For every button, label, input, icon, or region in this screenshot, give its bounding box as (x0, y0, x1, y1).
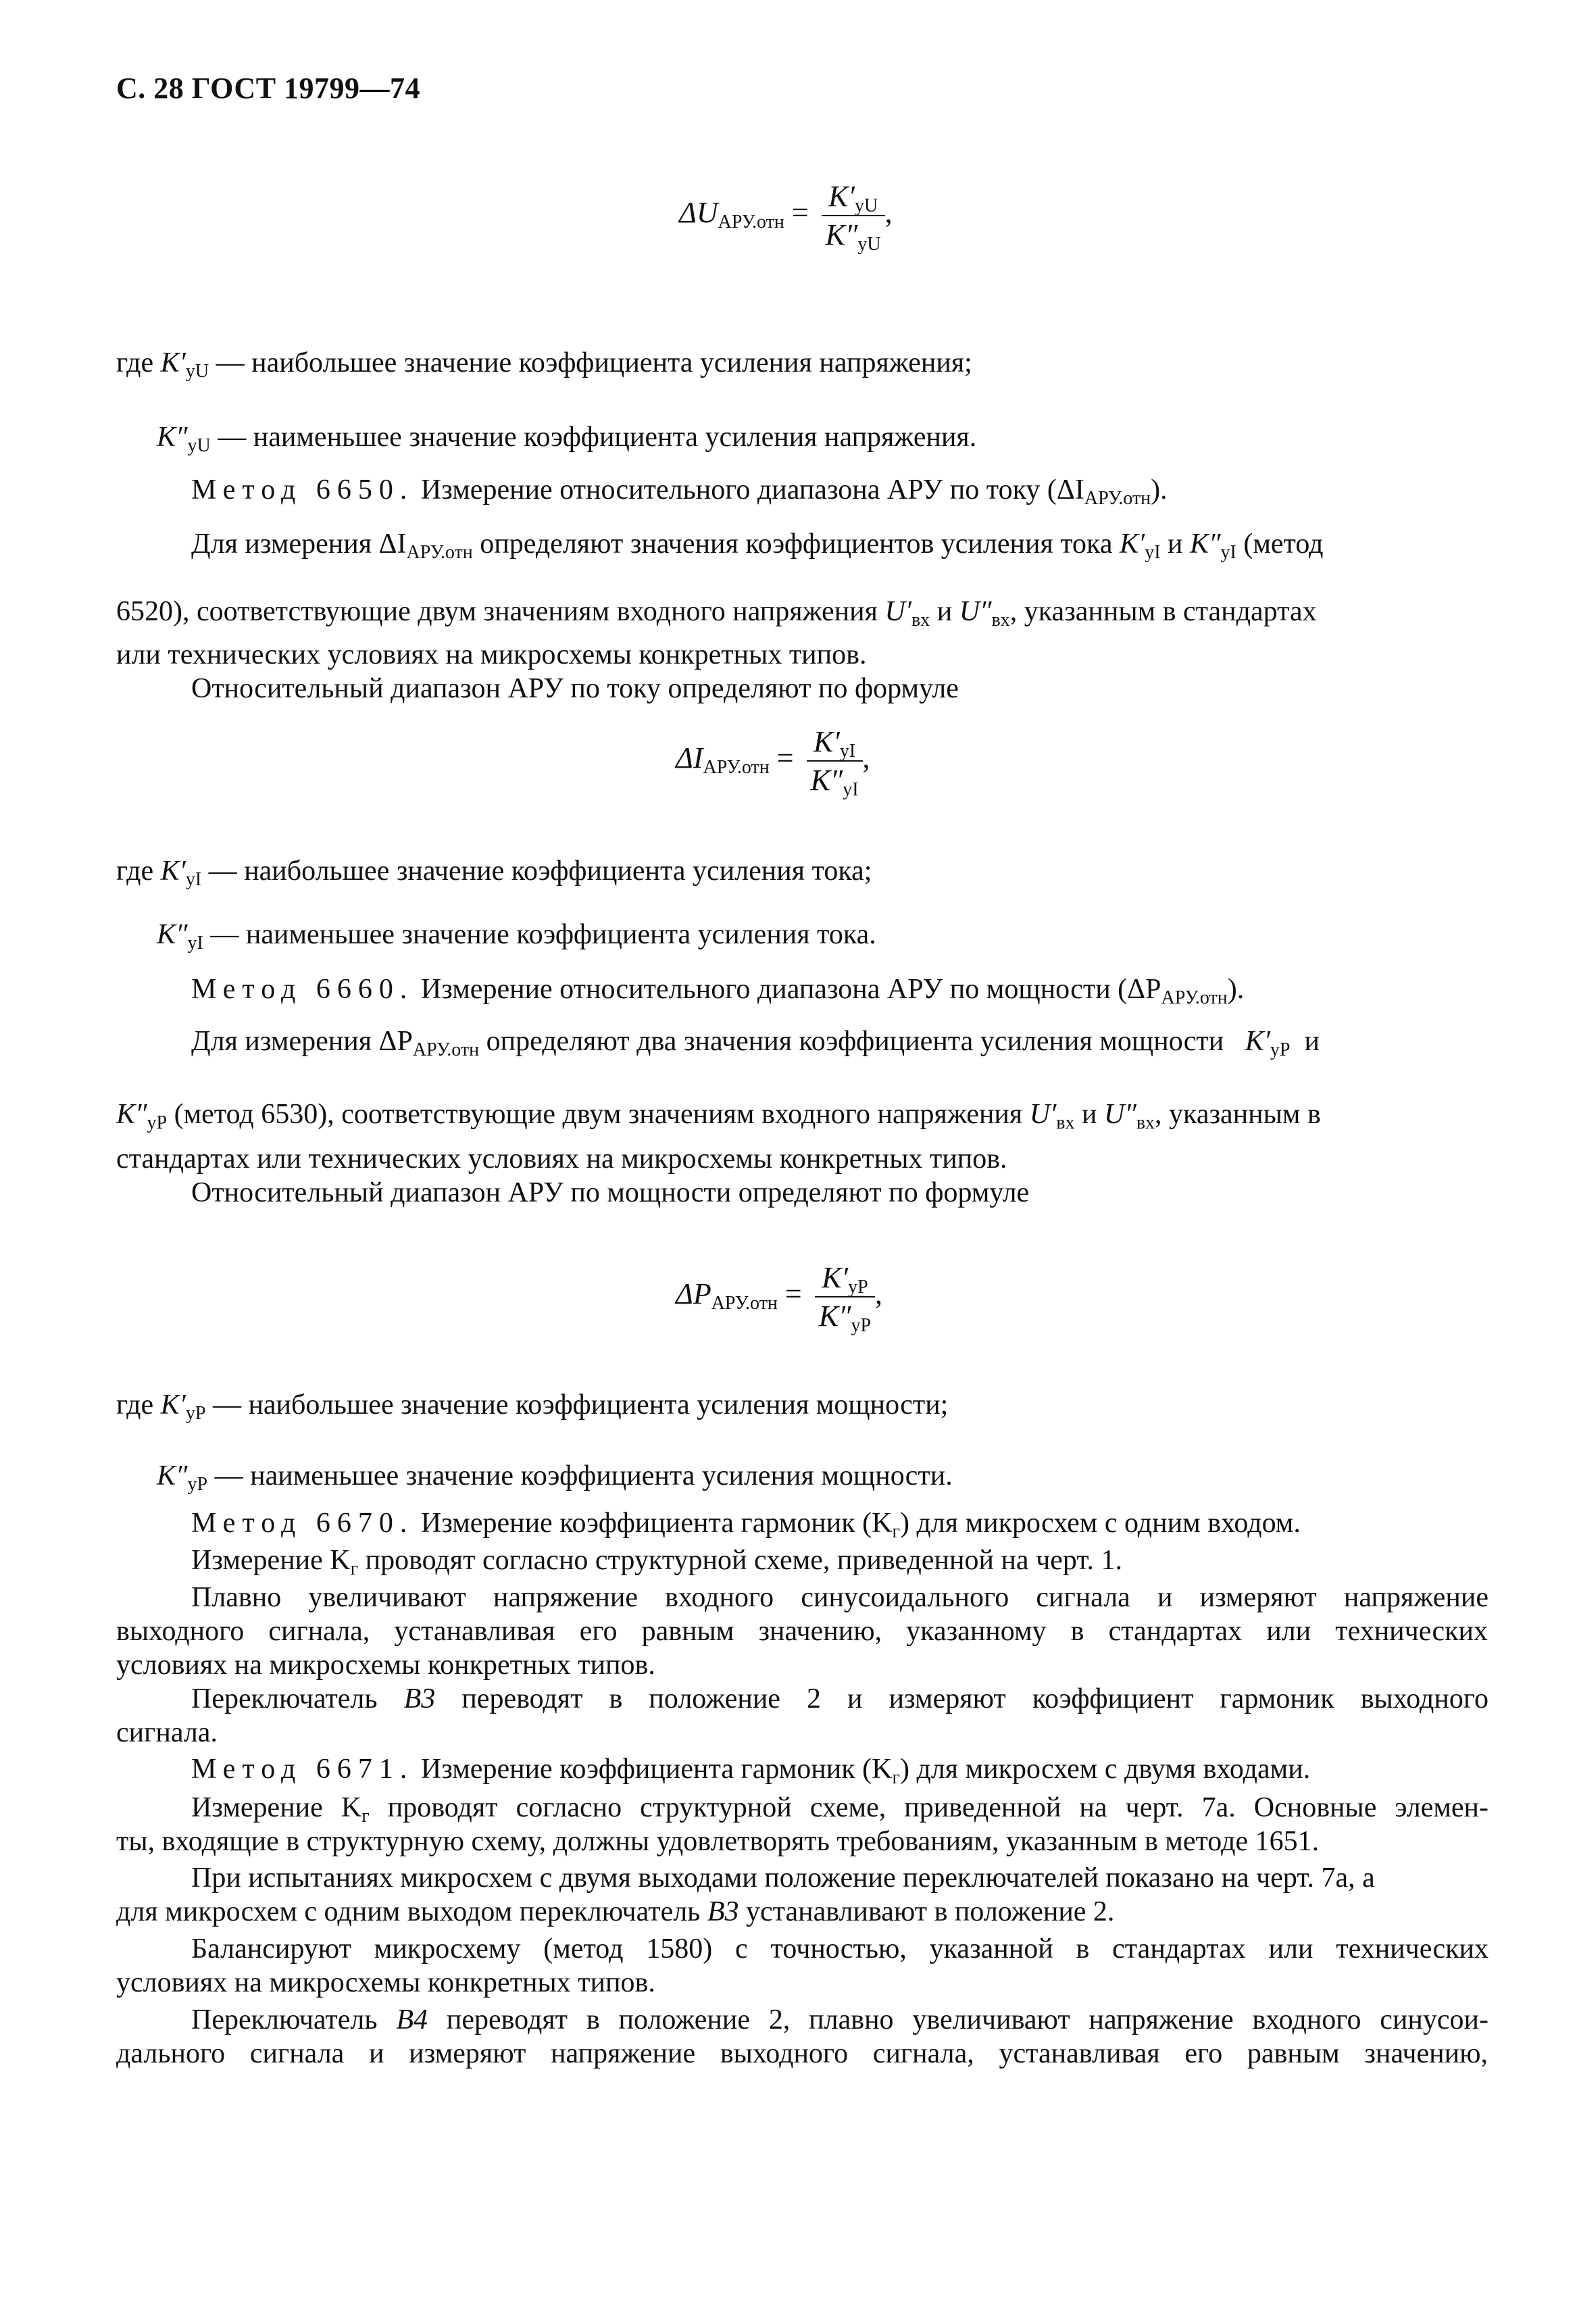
text: и (1082, 1099, 1097, 1130)
formula-tail: , (862, 741, 870, 775)
def-symbol-sub: yI (187, 933, 203, 954)
def-symbol: K′ (160, 856, 186, 887)
symbol: K″ (1190, 528, 1221, 560)
method-6660-heading (191, 971, 1488, 1008)
text: определяют значения коэффициентов усиления тока (480, 528, 1113, 560)
paragraph-line (116, 1894, 1488, 1930)
method-text-end: ) для микросхем с двумя входами. (899, 1754, 1311, 1785)
definition (157, 419, 1528, 455)
text: Переключатель (191, 2004, 378, 2035)
def-symbol-sub: yU (187, 435, 211, 456)
symbol: U′ (1029, 1099, 1057, 1130)
definition (116, 1387, 1488, 1423)
symbol-sub: вх (1136, 1112, 1155, 1133)
paragraph-line: выходного сигнала, устанавливая его равным значению, указанному в стандартах или технических (116, 1616, 1488, 1647)
def-text: — наименьшее значение коэффициента усиления напряжения. (218, 422, 977, 453)
switch-label: B3 (403, 1683, 436, 1714)
method-6670-heading (191, 1505, 1488, 1541)
method-number: Метод 6671. (191, 1754, 414, 1785)
paragraph-line (191, 1023, 1488, 1060)
paragraph-line: Балансируют микросхему (метод 1580) с точностью, указанной в стандартах или технических (191, 1933, 1488, 1964)
denominator: K″ (810, 764, 843, 797)
symbol-sub: yI (1220, 542, 1236, 563)
method-sub: АРУ.отн (1084, 488, 1151, 509)
formula-lhs-sub: АРУ.отн (703, 757, 770, 778)
paragraph-line: или технических условиях на микросхемы конкретных типов. (116, 639, 867, 670)
method-sub: АРУ.отн (1161, 987, 1228, 1008)
paragraph-line (116, 593, 1488, 630)
equals-sign: = (791, 196, 809, 230)
text: определяют два значения коэффициента усиления мощности (486, 1026, 1224, 1057)
method-sub: г (892, 1767, 900, 1788)
text: , указанным в стандартах (1009, 596, 1317, 627)
symbol: U″ (1103, 1099, 1136, 1130)
denominator: K″ (818, 1300, 851, 1333)
text: Для измерения ΔI (191, 528, 407, 560)
formula-lhs: ΔU (679, 196, 718, 230)
formula-delta-u (679, 179, 893, 255)
paragraph-line (191, 1789, 1488, 1826)
text-sub: г (361, 1806, 370, 1827)
formula-lhs: ΔI (676, 741, 703, 775)
def-symbol-sub: yP (187, 1474, 208, 1495)
def-text: — наименьшее значение коэффициента усиления мощности. (214, 1460, 953, 1491)
paragraph-line (116, 1096, 1488, 1133)
text-sub: г (350, 1558, 359, 1579)
symbol-sub: yP (147, 1112, 168, 1133)
def-symbol-sub: yI (185, 869, 202, 890)
numerator: K′ (813, 725, 840, 758)
definition (157, 1458, 1528, 1494)
symbol-sub: вх (991, 610, 1010, 631)
method-text: Измерение относительного диапазона АРУ по току (ΔI (420, 474, 1084, 505)
text: и (1168, 528, 1183, 560)
paragraph-line (191, 526, 1488, 562)
def-symbol: K″ (157, 1460, 188, 1491)
paragraph-line: Плавно увеличивают напряжение входного синусоидального сигнала и измеряют напряжение (191, 1582, 1488, 1613)
method-text: Измерение относительного диапазона АРУ по мощности (ΔP (420, 974, 1161, 1005)
paragraph-line: ты, входящие в структурную схему, должны удовлетворять требованиям, указанным в методе 1651. (116, 1826, 1320, 1857)
def-text: — наибольшее значение коэффициента усиления напряжения; (216, 347, 972, 378)
text: проводят согласно структурной схеме, приведенной на черт. 7а. Основные элемен- (387, 1792, 1489, 1823)
text: проводят согласно структурной схеме, приведенной на черт. 1. (365, 1545, 1122, 1576)
def-symbol: K′ (160, 347, 186, 378)
equals-sign: = (776, 741, 794, 775)
numerator-sub: yI (839, 741, 856, 762)
symbol-sub: вх (1056, 1112, 1075, 1133)
fraction (815, 1260, 875, 1336)
symbol: K″ (116, 1099, 147, 1130)
symbol-sub: вх (911, 610, 930, 631)
text: переводят в положение 2, плавно увеличивают напряжение входного синусои- (446, 2004, 1489, 2035)
def-text: — наибольшее значение коэффициента усиления тока; (208, 856, 872, 887)
method-text: Измерение коэффициента гармоник (K (420, 1754, 893, 1785)
fraction (822, 179, 885, 255)
paragraph-line: дального сигнала и измеряют напряжение выходного сигнала, устанавливая его равным значению, (116, 2038, 1488, 2069)
def-prefix: где (116, 347, 154, 378)
formula-delta-p (676, 1260, 883, 1336)
denominator-sub: yI (843, 779, 859, 800)
symbol-sub: yP (1270, 1039, 1291, 1060)
formula-lhs-sub: АРУ.отн (718, 212, 784, 233)
method-number: Метод 6660. (191, 974, 414, 1005)
text: и (936, 596, 953, 627)
def-symbol-sub: yP (185, 1403, 206, 1424)
paragraph-line: условиях на микросхемы конкретных типов. (116, 1967, 655, 1998)
method-text-end: ) для микросхем с одним входом. (899, 1508, 1301, 1539)
def-symbol: K′ (160, 1389, 186, 1420)
paragraph-line: сигнала. (116, 1717, 218, 1748)
text: Измерение K (191, 1545, 351, 1576)
method-text: Измерение коэффициента гармоник (K (420, 1508, 893, 1539)
paragraph-line (191, 2002, 1488, 2038)
paragraph-line: Относительный диапазон АРУ по току определяют по формуле (191, 673, 959, 704)
text: 6520), соответствующие двум значениям входного напряжения (116, 596, 878, 627)
equals-sign: = (784, 1277, 802, 1311)
symbol-sub: yI (1145, 542, 1161, 563)
def-symbol: K″ (157, 919, 188, 950)
switch-label: B4 (396, 2004, 428, 2035)
paragraph-line: Относительный диапазон АРУ по мощности определяют по формуле (191, 1177, 1030, 1208)
switch-label: B3 (707, 1896, 739, 1927)
paragraph-line: условиях на микросхемы конкретных типов. (116, 1650, 655, 1681)
definition (116, 853, 1488, 889)
text: Переключатель (191, 1683, 378, 1714)
method-6650-heading (191, 472, 1488, 508)
text-sub: АРУ.отн (412, 1039, 480, 1060)
method-text-end: ). (1151, 474, 1168, 505)
formula-tail: , (875, 1277, 883, 1311)
def-prefix: где (116, 856, 154, 887)
text: устанавливают в положение 2. (745, 1896, 1115, 1927)
text: (метод (1243, 528, 1324, 560)
fraction (807, 724, 863, 800)
denominator-sub: yP (851, 1315, 872, 1336)
numerator: K′ (828, 180, 855, 213)
text: переводят в положение 2 и измеряют коэффициент гармоник выходного (461, 1683, 1489, 1714)
symbol: K′ (1245, 1026, 1270, 1057)
formula-lhs: ΔP (676, 1277, 711, 1311)
text: , указанным в (1155, 1099, 1321, 1130)
method-6671-heading (191, 1751, 1488, 1787)
page-header: С. 28 ГОСТ 19799—74 (116, 72, 421, 105)
method-sub: г (892, 1521, 900, 1542)
text-sub: АРУ.отн (406, 542, 473, 563)
def-symbol: K″ (157, 422, 188, 453)
text: и (1304, 1026, 1320, 1057)
method-number: Метод 6650. (191, 474, 414, 505)
formula-delta-i (676, 724, 870, 800)
text: (метод 6530), соответствующие двум значениям входного напряжения (174, 1099, 1023, 1130)
numerator-sub: yP (848, 1277, 868, 1297)
def-prefix: где (116, 1389, 154, 1420)
symbol: U′ (884, 596, 911, 627)
def-symbol-sub: yU (185, 361, 209, 382)
definition (157, 916, 1528, 953)
paragraph-line: стандартах или технических условиях на микросхемы конкретных типов. (116, 1143, 1007, 1175)
symbol: U″ (959, 596, 992, 627)
numerator: K′ (822, 1261, 849, 1294)
definition (116, 345, 1488, 381)
symbol: K′ (1119, 528, 1145, 560)
def-text: — наименьшее значение коэффициента усиления тока. (210, 919, 876, 950)
text: Измерение K (191, 1792, 362, 1823)
paragraph-line (191, 1542, 1488, 1579)
denominator-sub: yU (857, 234, 881, 255)
text: для микросхем с одним выходом переключатель (116, 1896, 701, 1927)
paragraph-line: При испытаниях микросхем с двумя выходами положение переключателей показано на черт. 7а, а (191, 1862, 1375, 1894)
paragraph-line (191, 1681, 1488, 1717)
text: Для измерения ΔP (191, 1026, 413, 1057)
method-text-end: ). (1227, 974, 1245, 1005)
def-text: — наибольшее значение коэффициента усиления мощности; (212, 1389, 949, 1420)
method-number: Метод 6670. (191, 1508, 414, 1539)
formula-lhs-sub: АРУ.отн (711, 1293, 778, 1314)
denominator: K″ (825, 218, 858, 251)
formula-tail: , (884, 196, 893, 230)
numerator-sub: yU (854, 195, 878, 216)
